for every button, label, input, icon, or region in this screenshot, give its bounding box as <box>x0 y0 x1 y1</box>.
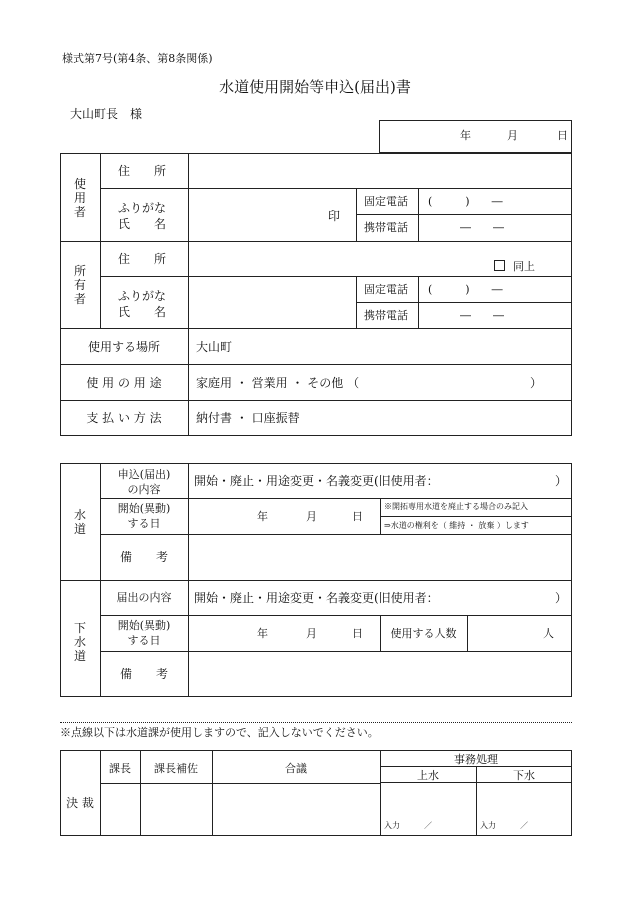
water-request-label-1: 申込(届出) <box>117 468 171 481</box>
payment-field[interactable]: 納付書 ・ 口座振替 <box>196 411 300 425</box>
date-year: 年 <box>460 129 471 142</box>
water-input-field[interactable]: 入力 ／ <box>384 821 432 830</box>
usage-field[interactable]: 家庭用 ・ 営業用 ・ その他 （ <box>196 376 360 390</box>
water-note-2[interactable]: ⇒水道の権利を（ 維持 ・ 放棄 ）します <box>384 521 529 530</box>
sewer-start-day: 日 <box>352 627 363 640</box>
consult-stamp-field[interactable] <box>213 784 380 835</box>
place-label: 使用する場所 <box>87 340 160 354</box>
owner-address-label: 住 所 <box>118 252 167 266</box>
owner-mobile-label: 携帯電話 <box>364 309 408 322</box>
owner-name-field[interactable] <box>189 277 356 328</box>
user-name-label: 氏 名 <box>118 217 167 231</box>
checkbox-icon <box>494 260 505 271</box>
chief-label: 課長 <box>109 762 131 775</box>
office-use-notice: ※点線以下は水道課が使用しますので、記入しないでください。 <box>60 726 379 739</box>
sewer-people-unit: 人 <box>543 627 554 640</box>
date-month: 月 <box>507 129 518 142</box>
owner-landline-field[interactable]: ( ) ― <box>428 283 503 296</box>
sewer-start-label-1: 開始(異動) <box>117 619 171 632</box>
water-section-label: 水道 <box>73 508 86 536</box>
user-address-label: 住 所 <box>118 164 167 178</box>
water-processing-label: 上水 <box>417 769 439 782</box>
water-request-field[interactable]: 開始・廃止・用途変更・名義変更(旧使用者： <box>194 474 439 488</box>
page-title: 水道使用開始等申込(届出)書 <box>219 78 411 96</box>
sewer-input-field[interactable]: 入力 ／ <box>480 821 528 830</box>
water-start-day: 日 <box>352 510 363 523</box>
deputy-stamp-field[interactable] <box>141 784 212 835</box>
consult-label: 合議 <box>285 762 307 775</box>
sewer-remarks-field[interactable] <box>189 652 571 697</box>
owner-mobile-field[interactable]: ― ― <box>460 309 504 322</box>
processing-label: 事務処理 <box>454 753 498 766</box>
water-start-label-2: する日 <box>127 517 161 530</box>
water-start-label-1: 開始(異動) <box>117 502 171 515</box>
deputy-label: 課長補佐 <box>154 762 198 775</box>
addressee: 大山町長 様 <box>70 107 143 121</box>
water-request-label-2: の内容 <box>127 483 161 496</box>
decision-label: 決 裁 <box>66 796 94 810</box>
user-section-label: 使用者 <box>73 177 86 219</box>
water-remarks-label: 備 考 <box>119 550 168 564</box>
sewer-start-label-2: する日 <box>127 634 161 647</box>
sewer-start-year: 年 <box>257 627 268 640</box>
owner-same-as-checkbox[interactable] <box>494 260 535 272</box>
payment-label: 支 払 い 方 法 <box>86 411 162 425</box>
owner-same-as-label: 同上 <box>513 260 535 273</box>
water-remarks-field[interactable] <box>189 535 571 580</box>
place-field[interactable]: 大山町 <box>196 340 233 354</box>
owner-landline-label: 固定電話 <box>364 283 408 296</box>
user-landline-field[interactable]: ( ) ― <box>428 195 503 208</box>
sewer-remarks-label: 備 考 <box>119 667 168 681</box>
user-mobile-label: 携帯電話 <box>364 221 408 234</box>
sewer-request-label: 届出の内容 <box>116 591 172 604</box>
owner-section-label: 所有者 <box>73 264 86 306</box>
user-furigana-label: ふりがな <box>118 201 167 215</box>
user-seal: 印 <box>328 209 341 223</box>
sewer-people-label: 使用する人数 <box>390 627 457 640</box>
chief-stamp-field[interactable] <box>101 784 140 835</box>
owner-name-label: 氏 名 <box>118 305 167 319</box>
water-start-month: 月 <box>306 510 317 523</box>
sewer-request-field[interactable]: 開始・廃止・用途変更・名義変更(旧使用者： <box>194 591 439 605</box>
usage-close-paren: ） <box>530 376 543 390</box>
water-start-year: 年 <box>257 510 268 523</box>
water-note-1: ※開拓専用水道を廃止する場合のみ記入 <box>384 502 528 511</box>
date-day: 日 <box>557 129 568 142</box>
user-address-field[interactable] <box>189 154 571 188</box>
usage-label: 使 用 の 用 途 <box>86 376 162 390</box>
sewer-request-close: ） <box>555 591 568 605</box>
user-landline-label: 固定電話 <box>364 195 408 208</box>
water-request-close: ） <box>555 474 568 488</box>
date-box[interactable] <box>379 120 572 153</box>
sewer-people-field[interactable] <box>468 616 571 651</box>
form-number: 様式第7号(第4条、第8条関係) <box>62 52 213 65</box>
sewer-start-month: 月 <box>306 627 317 640</box>
sewer-processing-label: 下水 <box>513 769 535 782</box>
user-mobile-field[interactable]: ― ― <box>460 221 504 234</box>
owner-furigana-label: ふりがな <box>118 289 167 303</box>
sewer-section-label: 下水道 <box>73 621 86 663</box>
dotted-separator <box>60 722 572 723</box>
